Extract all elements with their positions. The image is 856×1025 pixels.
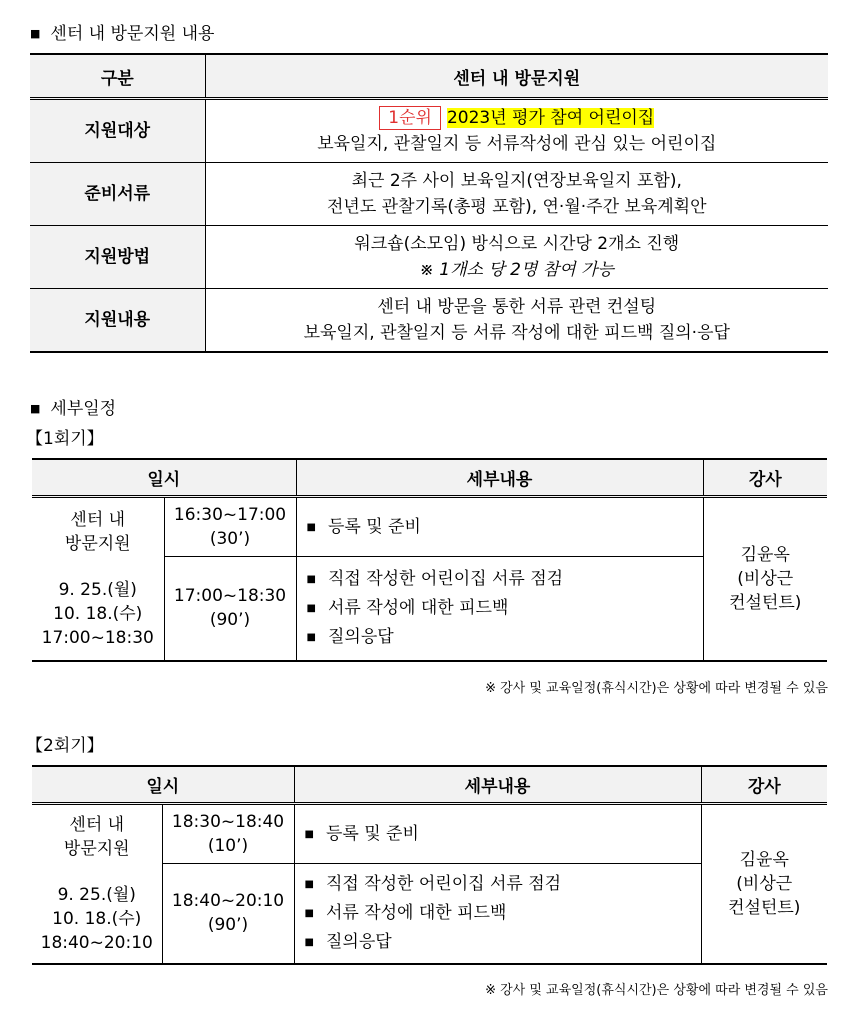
list-item: ■ 직접 작성한 어린이집 서류 점검 (304, 873, 562, 894)
content-line1: 센터 내 방문을 통한 서류 관련 컨설팅 (377, 297, 657, 317)
place-line2: 방문지원 (63, 838, 130, 859)
header-datetime: 일시 (32, 459, 296, 497)
slot-time (162, 804, 294, 864)
date-line2: 10. 18.(수) (52, 908, 142, 929)
slot-time (164, 557, 296, 661)
header-instructor: 강사 (701, 766, 827, 804)
instructor-role1: (비상근 (736, 873, 793, 894)
header-details: 세부내용 (296, 459, 703, 497)
section-title-text: 세부일정 (50, 399, 117, 419)
square-bullet-icon: ■ (306, 573, 316, 585)
slot-time-range: 18:40~20:10 (171, 891, 285, 912)
section-title-text: 센터 내 방문지원 내용 (50, 24, 215, 44)
slot-items (296, 557, 703, 661)
instructor-role2: 컨설턴트) (728, 897, 801, 918)
slot-items (294, 864, 701, 964)
section-title-schedule (30, 394, 116, 419)
list-item: ■ 직접 작성한 어린이집 서류 점검 (306, 568, 564, 589)
square-bullet-icon: ■ (304, 907, 314, 919)
documents-line2: 전년도 관찰기록(총평 포함), 연·월·주간 보육계획안 (326, 197, 707, 217)
place-and-dates (32, 804, 162, 964)
content-line2: 보육일지, 관찰일지 등 서류 작성에 대한 피드백 질의·응답 (303, 323, 730, 343)
slot-time (162, 864, 294, 964)
header-datetime: 일시 (32, 766, 294, 804)
documents-line1: 최근 2주 사이 보육일지(연장보육일지 포함), (351, 171, 682, 191)
schedule-footnote: ※ 강사 및 교육일정(휴식시간)은 상황에 따라 변경될 수 있음 (485, 681, 828, 696)
square-bullet-icon: ■ (306, 631, 316, 643)
place-and-dates (32, 497, 164, 661)
slot-time-range: 17:00~18:30 (173, 586, 287, 607)
list-item: ■ 서류 작성에 대한 피드백 (306, 597, 509, 618)
square-bullet-icon: ■ (30, 27, 41, 40)
instructor-cell (703, 497, 827, 661)
date-time-range: 18:40~20:10 (40, 932, 153, 953)
schedule-table-session-1 (32, 458, 827, 662)
session-label: 【2회기】 (26, 736, 104, 756)
header-details: 세부내용 (294, 766, 701, 804)
row-value-method (205, 226, 828, 289)
place-line2: 방문지원 (64, 533, 131, 554)
place-line1: 센터 내 (69, 814, 125, 835)
visit-support-table (30, 53, 828, 353)
list-item: ■ 서류 작성에 대한 피드백 (304, 902, 507, 923)
header-category: 구분 (30, 54, 205, 99)
square-bullet-icon: ■ (306, 521, 316, 533)
row-label-content: 지원내용 (30, 289, 205, 353)
header-instructor: 강사 (703, 459, 827, 497)
header-visit-support: 센터 내 방문지원 (205, 54, 828, 99)
list-item: ■ 등록 및 준비 (304, 823, 419, 844)
place-line1: 센터 내 (70, 509, 126, 530)
highlighted-text: 2023년 평가 참여 어린이집 (446, 108, 655, 128)
square-bullet-icon: ■ (306, 602, 316, 614)
list-item: ■ 질의응답 (304, 931, 392, 952)
date-time-range: 17:00~18:30 (41, 627, 154, 648)
slot-time-range: 18:30~18:40 (171, 812, 285, 832)
row-label-documents: 준비서류 (30, 163, 205, 226)
slot-duration: (90’) (209, 610, 251, 631)
date-line1: 9. 25.(월) (57, 884, 136, 905)
square-bullet-icon: ■ (30, 402, 41, 415)
date-line2: 10. 18.(수) (53, 603, 143, 624)
slot-duration: (90’) (207, 915, 249, 936)
row-label-target: 지원대상 (30, 99, 205, 163)
instructor-name: 김윤옥 (740, 544, 790, 565)
instructor-role2: 컨설턴트) (729, 592, 802, 613)
instructor-name: 김윤옥 (739, 849, 789, 870)
method-line1: 워크숍(소모임) 방식으로 시간당 2개소 진행 (354, 234, 680, 254)
square-bullet-icon: ■ (304, 828, 314, 840)
slot-items (296, 497, 703, 557)
slot-time (164, 497, 296, 557)
list-item: ■ 등록 및 준비 (306, 516, 421, 537)
schedule-footnote: ※ 강사 및 교육일정(휴식시간)은 상황에 따라 변경될 수 있음 (485, 983, 828, 998)
slot-items (294, 804, 701, 864)
slot-duration: (10’) (207, 836, 249, 856)
row-value-target (205, 99, 828, 163)
row-label-method: 지원방법 (30, 226, 205, 289)
square-bullet-icon: ■ (304, 878, 314, 890)
priority-badge: 1순위 (379, 106, 441, 130)
section-title-visit-support (30, 19, 214, 44)
square-bullet-icon: ■ (304, 936, 314, 948)
slot-time-range: 16:30~17:00 (173, 505, 287, 525)
date-line1: 9. 25.(월) (58, 579, 137, 600)
row-value-content (205, 289, 828, 353)
slot-duration: (30’) (209, 529, 251, 549)
schedule-table-session-2 (32, 765, 827, 965)
method-note: ※ 1개소 당 2명 참여 가능 (419, 260, 614, 280)
row-value-documents (205, 163, 828, 226)
instructor-role1: (비상근 (737, 568, 794, 589)
session-label: 【1회기】 (26, 429, 104, 449)
list-item: ■ 질의응답 (306, 626, 394, 647)
target-line2: 보육일지, 관찰일지 등 서류작성에 관심 있는 어린이집 (317, 134, 717, 154)
instructor-cell (701, 804, 827, 964)
